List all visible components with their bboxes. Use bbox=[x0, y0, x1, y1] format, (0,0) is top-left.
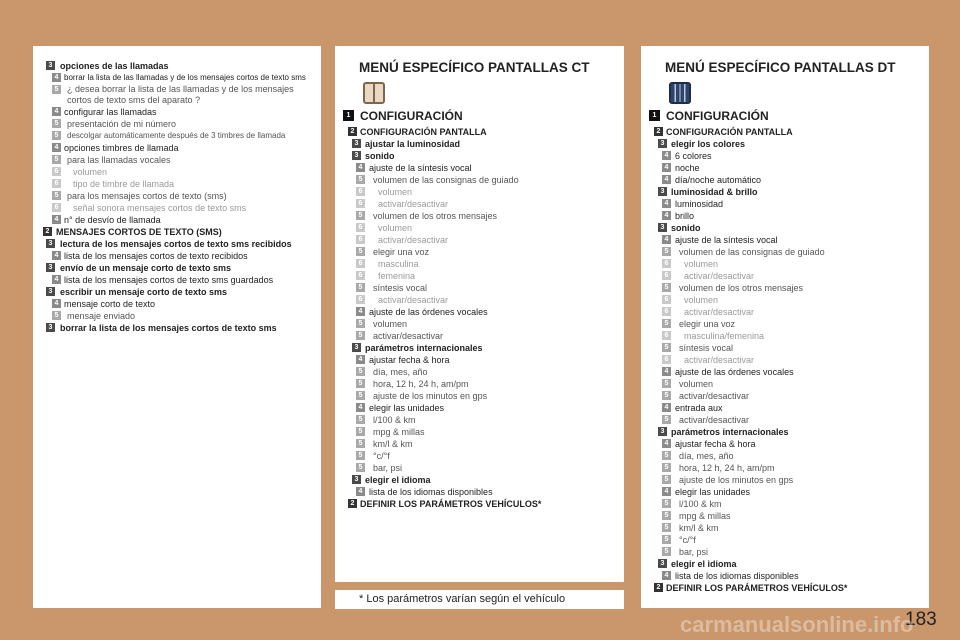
menu-item-label: sonido bbox=[671, 223, 701, 233]
level-badge: 6 bbox=[356, 295, 365, 304]
level-badge: 4 bbox=[662, 403, 671, 412]
menu-item-label: señal sonora mensajes cortos de texto sms bbox=[73, 203, 247, 213]
menu-item-level-4 bbox=[641, 162, 929, 174]
menu-item-label: mpg & millas bbox=[679, 511, 731, 521]
menu-item-level-6 bbox=[641, 354, 929, 366]
menu-item-level-6 bbox=[33, 202, 321, 214]
menu-column-ct bbox=[335, 46, 624, 582]
level-badge: 5 bbox=[356, 439, 365, 448]
menu-column-phone bbox=[33, 46, 321, 608]
menu-item-level-3 bbox=[641, 426, 929, 438]
level-badge: 5 bbox=[52, 85, 61, 94]
level-badge: 4 bbox=[52, 215, 61, 224]
level-badge: 5 bbox=[356, 463, 365, 472]
level-badge: 4 bbox=[662, 367, 671, 376]
menu-item-label: día/noche automático bbox=[675, 175, 762, 185]
level-badge: 5 bbox=[662, 547, 671, 556]
menu-item-level-5 bbox=[641, 342, 929, 354]
level-badge: 4 bbox=[356, 487, 365, 496]
level-badge: 5 bbox=[356, 415, 365, 424]
menu-item-label: ajustar fecha & hora bbox=[369, 355, 450, 365]
menu-item-label: presentación de mi número bbox=[67, 119, 177, 129]
level-badge: 5 bbox=[662, 463, 671, 472]
menu-item-level-5 bbox=[33, 130, 321, 142]
menu-item-label: opciones de las llamadas bbox=[60, 61, 169, 71]
level-badge: 5 bbox=[662, 475, 671, 484]
level-badge: 6 bbox=[356, 199, 365, 208]
level-badge: 4 bbox=[52, 299, 61, 308]
level-badge: 3 bbox=[46, 61, 55, 70]
menu-item-level-2 bbox=[33, 226, 321, 238]
menu-item-label: lista de los idiomas disponibles bbox=[675, 571, 799, 581]
level-badge: 6 bbox=[662, 295, 671, 304]
footnote: * Los parámetros varían según el vehículo bbox=[335, 590, 624, 609]
level-badge: 5 bbox=[52, 191, 61, 200]
menu-item-level-5 bbox=[335, 378, 624, 390]
level-badge: 4 bbox=[52, 107, 61, 116]
level-badge: 5 bbox=[356, 211, 365, 220]
menu-item-label: ajuste de los minutos en gps bbox=[373, 391, 488, 401]
menu-item-level-6 bbox=[335, 234, 624, 246]
level-badge: 4 bbox=[662, 199, 671, 208]
menu-item-label: sonido bbox=[365, 151, 395, 161]
menu-item-label: activar/desactivar bbox=[378, 199, 449, 209]
menu-item-label: ajuste de los minutos en gps bbox=[679, 475, 794, 485]
menu-item-label: opciones timbres de llamada bbox=[64, 143, 179, 153]
menu-item-level-3 bbox=[335, 150, 624, 162]
menu-item-level-5 bbox=[335, 414, 624, 426]
level-badge: 5 bbox=[52, 311, 61, 320]
level-badge: 5 bbox=[662, 415, 671, 424]
menu-item-label: volumen de las consignas de guiado bbox=[373, 175, 519, 185]
menu-item-label: °c/°f bbox=[679, 535, 696, 545]
menu-item-level-4 bbox=[641, 198, 929, 210]
menu-item-label: CONFIGURACIÓN PANTALLA bbox=[666, 127, 793, 137]
level-badge: 5 bbox=[356, 451, 365, 460]
menu-item-label: lista de los mensajes cortos de texto recibidos bbox=[64, 251, 248, 261]
menu-item-label: elegir una voz bbox=[373, 247, 430, 257]
menu-tree bbox=[33, 60, 321, 334]
menu-item-level-4 bbox=[33, 250, 321, 262]
menu-item-level-4 bbox=[641, 570, 929, 582]
menu-item-level-4 bbox=[641, 486, 929, 498]
menu-item-level-6 bbox=[33, 178, 321, 190]
menu-item-label: tipo de timbre de llamada bbox=[73, 179, 175, 189]
menu-item-label: luminosidad & brillo bbox=[671, 187, 758, 197]
menu-item-level-5 bbox=[641, 450, 929, 462]
level-badge: 5 bbox=[662, 391, 671, 400]
menu-item-level-6 bbox=[335, 222, 624, 234]
menu-item-level-5 bbox=[33, 190, 321, 202]
menu-item-level-3 bbox=[33, 322, 321, 334]
level-badge: 4 bbox=[662, 571, 671, 580]
menu-item-label: parámetros internacionales bbox=[671, 427, 789, 437]
menu-item-level-4 bbox=[33, 274, 321, 286]
dt-screen-icon bbox=[669, 82, 691, 104]
menu-item-label: ¿ desea borrar la lista de las llamadas y de los mensajes cortos de texto sms del aparato ? bbox=[67, 84, 294, 105]
level-badge: 6 bbox=[662, 259, 671, 268]
menu-item-level-5 bbox=[641, 282, 929, 294]
menu-item-level-6 bbox=[641, 330, 929, 342]
level-badge: 3 bbox=[46, 263, 55, 272]
menu-item-label: km/l & km bbox=[679, 523, 719, 533]
menu-item-label: para las llamadas vocales bbox=[67, 155, 171, 165]
menu-item-level-4 bbox=[335, 306, 624, 318]
menu-item-label: DEFINIR LOS PARÁMETROS VEHÍCULOS* bbox=[360, 499, 542, 509]
menu-item-level-5 bbox=[641, 474, 929, 486]
menu-item-level-4 bbox=[641, 174, 929, 186]
menu-item-label: activar/desactivar bbox=[684, 271, 755, 281]
ct-screen-icon bbox=[363, 82, 385, 104]
menu-item-level-5 bbox=[641, 546, 929, 558]
level-badge: 4 bbox=[662, 175, 671, 184]
menu-item-label: envío de un mensaje corto de texto sms bbox=[60, 263, 232, 273]
level-badge: 5 bbox=[662, 451, 671, 460]
level-badge: 5 bbox=[52, 131, 61, 140]
level-badge: 4 bbox=[52, 275, 61, 284]
level-badge: 5 bbox=[662, 523, 671, 532]
menu-item-label: ajustar fecha & hora bbox=[675, 439, 756, 449]
menu-item-level-3 bbox=[641, 558, 929, 570]
level-badge: 3 bbox=[352, 343, 361, 352]
menu-item-level-1 bbox=[641, 110, 929, 126]
level-badge: 3 bbox=[46, 323, 55, 332]
menu-item-level-5 bbox=[641, 510, 929, 522]
menu-item-level-3 bbox=[335, 342, 624, 354]
menu-item-level-4 bbox=[641, 438, 929, 450]
menu-item-label: elegir una voz bbox=[679, 319, 736, 329]
menu-item-level-4 bbox=[641, 366, 929, 378]
level-badge: 6 bbox=[52, 179, 61, 188]
menu-item-label: noche bbox=[675, 163, 700, 173]
menu-item-label: volumen bbox=[378, 223, 413, 233]
menu-item-label: lectura de los mensajes cortos de texto sms recibidos bbox=[60, 239, 292, 249]
menu-item-label: masculina/femenina bbox=[684, 331, 765, 341]
level-badge: 5 bbox=[356, 247, 365, 256]
menu-item-level-5 bbox=[335, 390, 624, 402]
level-badge: 3 bbox=[46, 239, 55, 248]
level-badge: 5 bbox=[662, 511, 671, 520]
menu-item-label: volumen bbox=[73, 167, 108, 177]
menu-item-label: mensaje corto de texto bbox=[64, 299, 156, 309]
level-badge: 6 bbox=[356, 187, 365, 196]
menu-item-label: n° de desvío de llamada bbox=[64, 215, 161, 225]
level-badge: 4 bbox=[662, 163, 671, 172]
menu-item-label: ajuste de la síntesis vocal bbox=[675, 235, 778, 245]
level-badge: 1 bbox=[649, 110, 660, 121]
level-badge: 3 bbox=[658, 559, 667, 568]
level-badge: 4 bbox=[52, 143, 61, 152]
menu-item-label: parámetros internacionales bbox=[365, 343, 483, 353]
page-number: 183 bbox=[905, 609, 937, 630]
level-badge: 4 bbox=[662, 235, 671, 244]
menu-item-label: lista de los mensajes cortos de texto sms guardados bbox=[64, 275, 274, 285]
menu-item-level-6 bbox=[641, 306, 929, 318]
menu-item-label: l/100 & km bbox=[373, 415, 416, 425]
menu-item-level-5 bbox=[335, 282, 624, 294]
menu-item-level-5 bbox=[641, 246, 929, 258]
level-badge: 2 bbox=[654, 127, 663, 136]
menu-item-label: lista de los idiomas disponibles bbox=[369, 487, 493, 497]
level-badge: 3 bbox=[352, 151, 361, 160]
menu-item-label: bar, psi bbox=[679, 547, 709, 557]
level-badge: 6 bbox=[52, 203, 61, 212]
menu-item-label: volumen bbox=[373, 319, 408, 329]
menu-item-label: escribir un mensaje corto de texto sms bbox=[60, 287, 228, 297]
menu-item-level-2 bbox=[641, 126, 929, 138]
menu-item-level-4 bbox=[335, 354, 624, 366]
menu-item-level-4 bbox=[641, 210, 929, 222]
menu-item-level-2 bbox=[335, 126, 624, 138]
level-badge: 4 bbox=[662, 151, 671, 160]
menu-item-label: activar/desactivar bbox=[378, 235, 449, 245]
level-badge: 3 bbox=[658, 187, 667, 196]
menu-item-label: elegir las unidades bbox=[675, 487, 751, 497]
menu-item-label: activar/desactivar bbox=[679, 391, 750, 401]
menu-item-level-3 bbox=[641, 186, 929, 198]
level-badge: 6 bbox=[662, 331, 671, 340]
level-badge: 6 bbox=[662, 307, 671, 316]
level-badge: 5 bbox=[356, 319, 365, 328]
level-badge: 4 bbox=[662, 487, 671, 496]
menu-item-level-4 bbox=[641, 234, 929, 246]
menu-item-label: volumen de las consignas de guiado bbox=[679, 247, 825, 257]
level-badge: 5 bbox=[356, 391, 365, 400]
menu-item-level-4 bbox=[33, 214, 321, 226]
menu-item-label: km/l & km bbox=[373, 439, 413, 449]
menu-item-level-4 bbox=[33, 106, 321, 118]
menu-item-level-6 bbox=[335, 294, 624, 306]
menu-item-level-5 bbox=[335, 462, 624, 474]
menu-item-level-3 bbox=[335, 138, 624, 150]
menu-item-label: volumen bbox=[378, 187, 413, 197]
level-badge: 6 bbox=[356, 259, 365, 268]
menu-item-level-5 bbox=[335, 174, 624, 186]
menu-item-level-5 bbox=[335, 426, 624, 438]
level-badge: 5 bbox=[356, 283, 365, 292]
menu-tree bbox=[641, 110, 929, 594]
menu-item-label: entrada aux bbox=[675, 403, 723, 413]
menu-item-level-5 bbox=[335, 318, 624, 330]
menu-item-label: configurar las llamadas bbox=[64, 107, 157, 117]
level-badge: 6 bbox=[662, 271, 671, 280]
menu-item-level-6 bbox=[335, 270, 624, 282]
menu-item-level-3 bbox=[335, 474, 624, 486]
menu-item-label: CONFIGURACIÓN bbox=[666, 109, 769, 123]
level-badge: 5 bbox=[662, 283, 671, 292]
menu-column-dt bbox=[641, 46, 929, 608]
level-badge: 5 bbox=[52, 155, 61, 164]
menu-item-label: ajuste de la síntesis vocal bbox=[369, 163, 472, 173]
menu-item-label: DEFINIR LOS PARÁMETROS VEHÍCULOS* bbox=[666, 583, 848, 593]
level-badge: 5 bbox=[662, 379, 671, 388]
level-badge: 5 bbox=[662, 247, 671, 256]
menu-item-level-5 bbox=[33, 118, 321, 130]
menu-item-label: °c/°f bbox=[373, 451, 390, 461]
menu-item-label: activar/desactivar bbox=[378, 295, 449, 305]
menu-item-label: ajuste de las órdenes vocales bbox=[369, 307, 488, 317]
menu-item-level-4 bbox=[33, 72, 321, 84]
menu-item-label: descolgar automáticamente después de 3 timbres de llamada bbox=[67, 131, 286, 140]
menu-item-level-4 bbox=[335, 162, 624, 174]
level-badge: 5 bbox=[662, 343, 671, 352]
menu-item-level-5 bbox=[641, 522, 929, 534]
menu-item-level-6 bbox=[335, 198, 624, 210]
menu-item-level-2 bbox=[335, 498, 624, 510]
section-title-ct: MENÚ ESPECÍFICO PANTALLAS CT bbox=[359, 60, 590, 75]
menu-item-level-6 bbox=[33, 166, 321, 178]
menu-item-level-3 bbox=[641, 138, 929, 150]
menu-item-label: activar/desactivar bbox=[373, 331, 444, 341]
level-badge: 3 bbox=[658, 223, 667, 232]
menu-item-label: volumen de los otros mensajes bbox=[679, 283, 804, 293]
menu-item-level-3 bbox=[33, 238, 321, 250]
level-badge: 4 bbox=[662, 211, 671, 220]
menu-item-label: borrar la lista de los mensajes cortos de texto sms bbox=[60, 323, 277, 333]
menu-item-level-5 bbox=[33, 84, 321, 106]
menu-item-level-5 bbox=[335, 210, 624, 222]
menu-item-level-6 bbox=[335, 186, 624, 198]
menu-item-label: hora, 12 h, 24 h, am/pm bbox=[373, 379, 469, 389]
menu-item-label: luminosidad bbox=[675, 199, 724, 209]
menu-item-level-5 bbox=[335, 330, 624, 342]
level-badge: 4 bbox=[356, 307, 365, 316]
menu-item-label: l/100 & km bbox=[679, 499, 722, 509]
level-badge: 6 bbox=[356, 223, 365, 232]
menu-item-level-4 bbox=[33, 142, 321, 154]
menu-item-label: elegir los colores bbox=[671, 139, 746, 149]
level-badge: 4 bbox=[356, 163, 365, 172]
menu-item-label: ajuste de las órdenes vocales bbox=[675, 367, 794, 377]
menu-item-level-1 bbox=[335, 110, 624, 126]
menu-item-level-5 bbox=[33, 310, 321, 322]
menu-item-level-5 bbox=[641, 318, 929, 330]
menu-item-label: mpg & millas bbox=[373, 427, 425, 437]
level-badge: 3 bbox=[658, 427, 667, 436]
menu-item-label: volumen de los otros mensajes bbox=[373, 211, 498, 221]
level-badge: 5 bbox=[52, 119, 61, 128]
menu-item-label: ajustar la luminosidad bbox=[365, 139, 461, 149]
menu-item-label: volumen bbox=[684, 295, 719, 305]
menu-item-label: día, mes, año bbox=[373, 367, 428, 377]
menu-item-label: borrar la lista de las llamadas y de los mensajes cortos de texto sms bbox=[64, 73, 306, 82]
menu-item-level-5 bbox=[641, 534, 929, 546]
menu-item-level-3 bbox=[33, 262, 321, 274]
menu-item-label: mensaje enviado bbox=[67, 311, 136, 321]
level-badge: 5 bbox=[356, 175, 365, 184]
level-badge: 2 bbox=[348, 127, 357, 136]
menu-item-label: 6 colores bbox=[675, 151, 712, 161]
menu-item-label: femenina bbox=[378, 271, 416, 281]
menu-item-level-6 bbox=[641, 294, 929, 306]
menu-item-label: activar/desactivar bbox=[684, 307, 755, 317]
menu-item-level-4 bbox=[641, 150, 929, 162]
level-badge: 6 bbox=[356, 235, 365, 244]
level-badge: 3 bbox=[658, 139, 667, 148]
menu-item-label: día, mes, año bbox=[679, 451, 734, 461]
menu-item-label: elegir las unidades bbox=[369, 403, 445, 413]
level-badge: 5 bbox=[356, 427, 365, 436]
level-badge: 5 bbox=[662, 499, 671, 508]
menu-item-level-6 bbox=[641, 258, 929, 270]
level-badge: 6 bbox=[52, 167, 61, 176]
menu-item-level-5 bbox=[641, 390, 929, 402]
level-badge: 5 bbox=[356, 379, 365, 388]
level-badge: 2 bbox=[654, 583, 663, 592]
level-badge: 6 bbox=[356, 271, 365, 280]
menu-item-label: activar/desactivar bbox=[679, 415, 750, 425]
menu-item-level-3 bbox=[641, 222, 929, 234]
menu-item-level-5 bbox=[335, 438, 624, 450]
menu-item-level-2 bbox=[641, 582, 929, 594]
level-badge: 5 bbox=[662, 535, 671, 544]
level-badge: 4 bbox=[662, 439, 671, 448]
menu-tree bbox=[335, 110, 624, 510]
menu-item-level-5 bbox=[33, 154, 321, 166]
level-badge: 3 bbox=[352, 475, 361, 484]
menu-item-level-6 bbox=[641, 270, 929, 282]
menu-item-label: CONFIGURACIÓN bbox=[360, 109, 463, 123]
menu-item-label: masculina bbox=[378, 259, 419, 269]
menu-item-label: elegir el idioma bbox=[671, 559, 737, 569]
menu-item-level-5 bbox=[335, 246, 624, 258]
level-badge: 4 bbox=[356, 403, 365, 412]
level-badge: 3 bbox=[46, 287, 55, 296]
level-badge: 1 bbox=[343, 110, 354, 121]
menu-item-label: brillo bbox=[675, 211, 695, 221]
section-title-dt: MENÚ ESPECÍFICO PANTALLAS DT bbox=[665, 60, 896, 75]
menu-item-label: volumen bbox=[679, 379, 714, 389]
level-badge: 2 bbox=[348, 499, 357, 508]
level-badge: 5 bbox=[662, 319, 671, 328]
level-badge: 5 bbox=[356, 331, 365, 340]
menu-item-level-3 bbox=[33, 60, 321, 72]
menu-item-label: MENSAJES CORTOS DE TEXTO (SMS) bbox=[56, 227, 222, 237]
menu-item-label: elegir el idioma bbox=[365, 475, 431, 485]
level-badge: 4 bbox=[52, 251, 61, 260]
menu-item-level-4 bbox=[33, 298, 321, 310]
menu-item-level-5 bbox=[641, 378, 929, 390]
level-badge: 3 bbox=[352, 139, 361, 148]
menu-item-level-5 bbox=[641, 462, 929, 474]
menu-item-level-3 bbox=[33, 286, 321, 298]
menu-item-label: hora, 12 h, 24 h, am/pm bbox=[679, 463, 775, 473]
menu-item-label: síntesis vocal bbox=[679, 343, 734, 353]
menu-item-label: síntesis vocal bbox=[373, 283, 428, 293]
menu-item-level-5 bbox=[641, 498, 929, 510]
menu-item-level-5 bbox=[641, 414, 929, 426]
menu-item-label: CONFIGURACIÓN PANTALLA bbox=[360, 127, 487, 137]
level-badge: 2 bbox=[43, 227, 52, 236]
menu-item-level-5 bbox=[335, 450, 624, 462]
menu-item-level-4 bbox=[335, 486, 624, 498]
menu-item-label: para los mensajes cortos de texto (sms) bbox=[67, 191, 227, 201]
level-badge: 5 bbox=[356, 367, 365, 376]
menu-item-level-4 bbox=[641, 402, 929, 414]
menu-item-label: volumen bbox=[684, 259, 719, 269]
menu-item-level-5 bbox=[335, 366, 624, 378]
level-badge: 4 bbox=[52, 73, 61, 82]
menu-item-label: activar/desactivar bbox=[684, 355, 755, 365]
menu-item-level-6 bbox=[335, 258, 624, 270]
level-badge: 4 bbox=[356, 355, 365, 364]
watermark: carmanualsonline.info bbox=[680, 612, 914, 637]
menu-item-level-4 bbox=[335, 402, 624, 414]
menu-item-label: bar, psi bbox=[373, 463, 403, 473]
level-badge: 6 bbox=[662, 355, 671, 364]
